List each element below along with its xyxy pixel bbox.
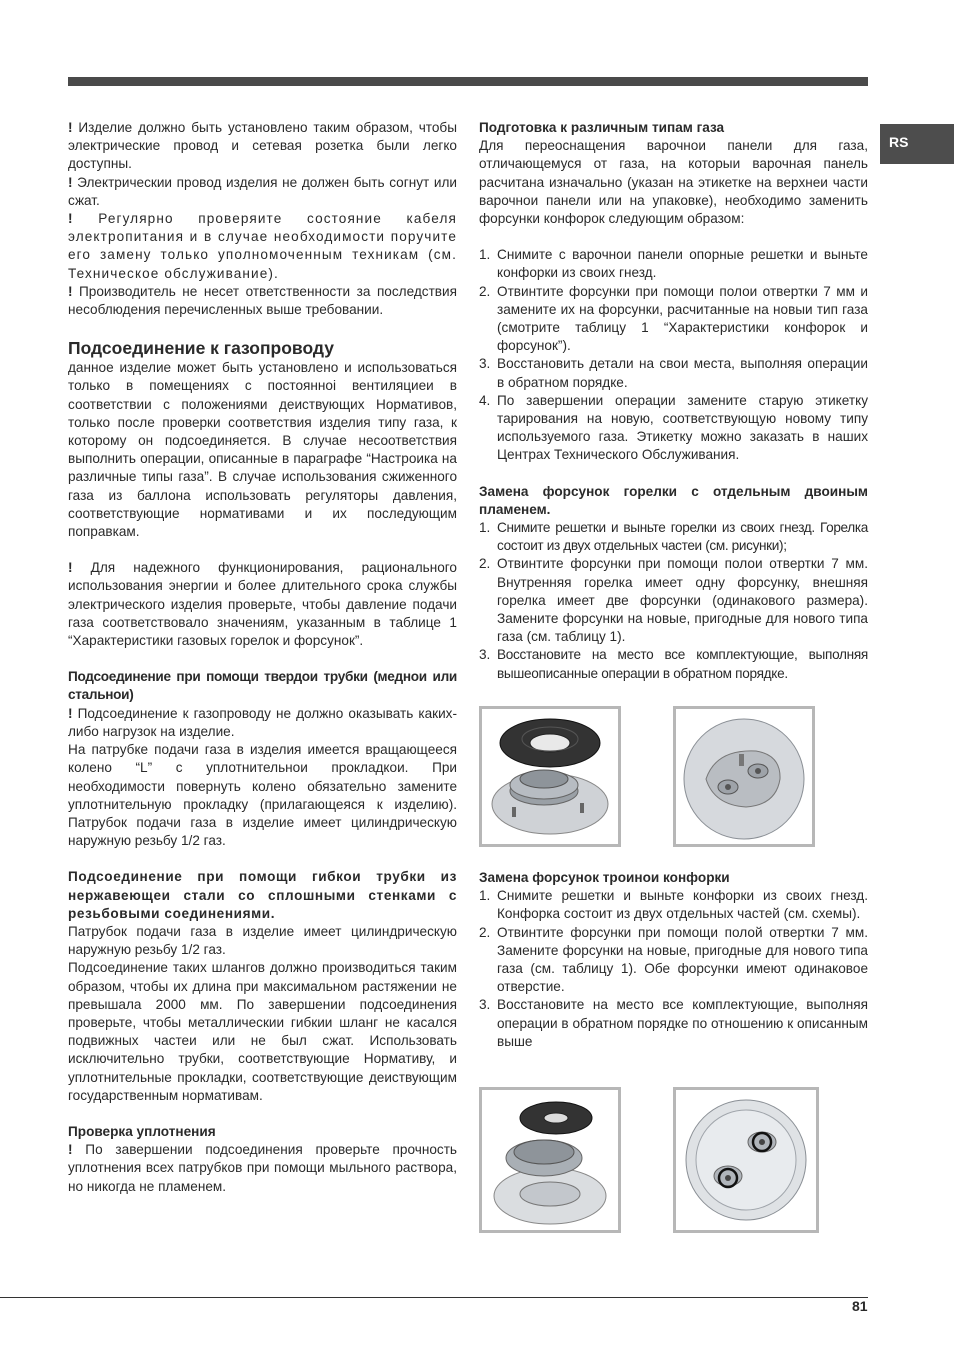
warning-paragraph: ! По завершении подсоединения проверьте прочность уплотнения всех патрубков при помощи мыльного раствора, но никогда не пламенем.	[68, 1142, 457, 1194]
triple-burner-base-figure	[673, 1087, 819, 1233]
language-tab: RS	[880, 124, 954, 164]
rigid-pipe-title: Подсоединение при помощи твердои трубки (меднои или стальнои)	[68, 669, 457, 703]
seal-check-title: Проверка уплотнения	[68, 1123, 216, 1139]
list-item: 3. Восстановите на место все комплектующие, выполняя вышеописанные операции в обратном порядке.	[479, 647, 868, 681]
gas-conversion-title: Подготовка к различным типам газа	[479, 120, 725, 135]
list-item: 1. Снимите с варочнои панели опорные решетки и выньте конфорки из своих гнезд.	[479, 247, 868, 281]
gas-connection-text: данное изделие может быть установлено и использоваться только в помещениях с постоянноi вентиляциеи в соответствии с положениями деиствующих Нормативов, только после проверки соответствия изделия типу газа, к которому он подсоединяется. В случае несоответствия выполнить операции, описанные в параграфе “Настроика на различные типы газа”. В случае использования сжиженного газа из баллона использовать регуляторы давления, соответствующие нормативами и их последующим поправкам.	[68, 360, 457, 540]
triple-burner-title: Замена форсунок троинои конфорки	[479, 870, 730, 885]
flexible-pipe-text: Подсоединение таких шлангов должно производиться таким образом, чтобы их длина при максимальном растяжении не превышала 2000 мм. По завершении подсоединения проверьте, чтобы металлическии гибкии шланг не касался подвижных частеи или не был сжат. Использовать исключительно трубки, соответствующие Нормативу, и уплотнительные прокладки, соответствующие деиствующим государственным нормативам.	[68, 960, 457, 1103]
dual-burner-steps	[479, 519, 868, 683]
list-item: 2. Отвинтите форсунки при помощи полой отвертки 7 мм. Замените форсунки на новые, пригодные для нового типа газа (см. таблицу 1). Обе форсунки имеют одинаковое отверстие.	[479, 924, 868, 995]
warning-paragraph: ! Электрическии провод изделия не должен быть согнут или сжат.	[68, 174, 457, 208]
conversion-steps	[479, 246, 868, 464]
warning-paragraph: ! Производитель не несет ответственности за последствия несоблюдения перечисленных выше требовании.	[68, 283, 457, 318]
dual-burner-title: Замена форсунок горелки с отдельным двоиным пламенем.	[479, 483, 868, 517]
warning-paragraph: ! Для надежного функционирования, рационального использования энергии и более длительного срока службы электрического изделия проверьте, чтобы давление подачи газа соответствовало значениям, указанным в таблице 1 “Характеристики газовых горелок и форсунок”.	[68, 560, 457, 649]
page-number: 81	[852, 1298, 868, 1314]
list-item: 2. Отвинтите форсунки при помощи полои отвертки 7 мм. Внутренняя горелка имеет одну форсунку, внешняя горелка имеет две форсунки (одинакового размера). Замените форсунки на новые, пригодные для нового типа газа (см. таблицу 1).	[479, 556, 868, 645]
triple-burner-section	[479, 869, 868, 1051]
top-rule	[68, 77, 868, 86]
flexible-pipe-title: Подсоединение при помощи гибкои трубки из нержавеющеи стали со сплошными стенками с резьбовыми соединениями.	[68, 869, 457, 921]
right-column	[479, 119, 868, 683]
flexible-pipe-text: Патрубок подачи газа в изделие имеет цилиндрическую наружную резьбу 1/2 газ.	[68, 923, 457, 958]
triple-burner-exploded-figure	[479, 1087, 621, 1233]
list-item: 2. Отвинтите форсунки при помощи полои отвертки 7 мм и замените их на форсунки, расчитанные на новыи тип газа (смотрите таблицу 1 “Характеристики конфорок и форсунок”).	[479, 283, 868, 354]
list-item: 1. Снимите решетки и выньте конфорки из своих гнезд. Конфорка состоит из двух отдельных частей (см. схемы).	[479, 888, 868, 922]
triple-burner-steps	[479, 887, 868, 1051]
list-item: 1. Снимите решетки и выньте горелки из своих гнезд. Горелка состоит из двух отдельных частеи (см. рисунки);	[479, 520, 868, 554]
rigid-pipe-text: На патрубке подачи газа в изделия имеется вращающееся колено “L” с уплотнительнои прокладкои. При необходимости повернуть колено обязательно замените уплотнительную прокладку (прилагающеяся к изделию). Патрубок подачи газа в изделие имеет цилиндрическую наружную резьбу 1/2 газ.	[68, 742, 457, 849]
warning-paragraph: ! Изделие должно быть установлено таким образом, чтобы электрические провод и сетевая розетка были легко доступны.	[68, 120, 457, 172]
warning-paragraph: ! Регулярно проверяите состояние кабеля электропитания и в случае необходимости поручите его замену только уполномоченным техникам (см. Техническое обслуживание).	[68, 211, 457, 281]
dual-burner-base-figure	[673, 706, 815, 847]
warning-paragraph: ! Подсоединение к газопроводу не должно оказывать каких-либо нагрузок на изделие.	[68, 705, 457, 739]
list-item: 3. Восстановите на место все комплектующие, выполняя операции в обратном порядке по отношению к описанным выше	[479, 997, 868, 1049]
left-column	[68, 119, 457, 1196]
dual-burner-exploded-figure	[479, 706, 621, 847]
list-item: 3. Восстановить детали на свои места, выполняя операции в обратном порядке.	[479, 356, 868, 390]
bottom-rule	[0, 1297, 868, 1298]
list-item: 4. По завершении операции замените старую этикетку тарирования на новую, соответствующую новому типу используемого газа. Этикетку можно заказать в наших Центрах Технического Обслуживания.	[479, 392, 868, 463]
gas-connection-title: Подсоединение к газопроводу	[68, 338, 334, 359]
gas-conversion-intro: Для переоснащения варочнои панели для газа, отличающемуся от газа, на которыи варочная панель расчитана изначально (указан на этикетке на верхнеи части варочнои панели или на упаковке), необходимо заменить форсунки конфорок следующим образом:	[479, 138, 868, 227]
